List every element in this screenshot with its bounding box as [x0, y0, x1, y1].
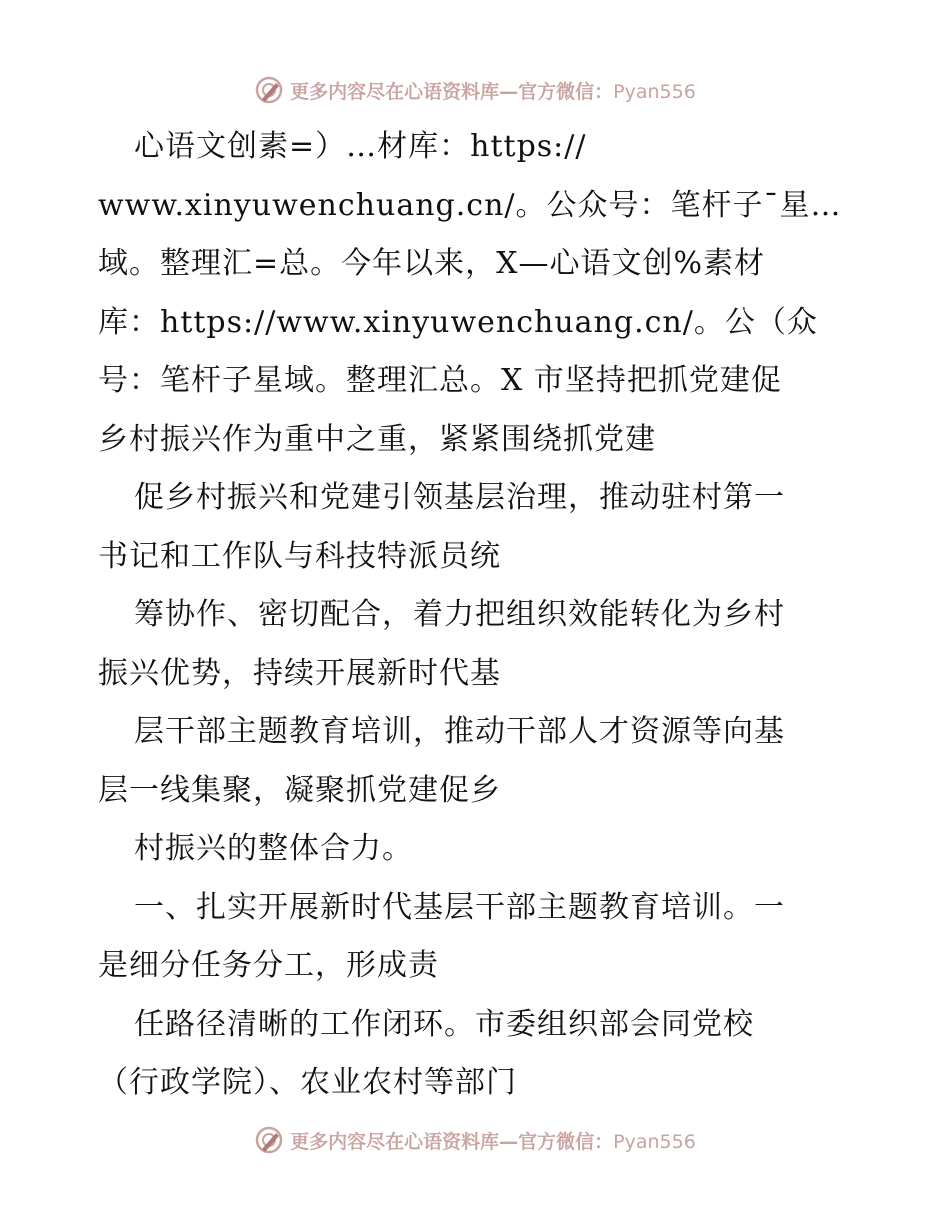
text-line: 振兴优势，持续开展新时代基: [98, 655, 501, 691]
text-line: （行政学院）、农业农村等部门: [98, 1065, 517, 1100]
text-line: 号：笔杆子星域。整理汇总。X 市坚持把抓党建促: [98, 363, 782, 398]
text-line: 乡村振兴作为重中之重，紧紧围绕抓党建: [98, 421, 656, 457]
text-line: 库：https://www.xinyuwenchuang.cn/。公（众: [98, 304, 818, 340]
text-line: 域。整理汇=总。今年以来，X—心语文创%素材: [98, 246, 765, 281]
text-line: 层一线集聚，凝聚抓党建促乡: [98, 772, 501, 808]
text-line: 筹协作、密切配合，着力把组织效能转化为乡村: [134, 597, 785, 632]
text-line: 层干部主题教育培训，推动干部人才资源等向基: [134, 714, 785, 749]
watermark-text: 更多内容尽在心语资料库—官方微信：Pyan556: [290, 1130, 696, 1153]
watermark-text: 更多内容尽在心语资料库—官方微信：Pyan556: [290, 80, 696, 103]
text-line: 任路径清晰的工作闭环。市委组织部会同党校: [134, 1006, 754, 1042]
brush-logo-icon: [254, 1125, 284, 1155]
text-line: 促乡村振兴和党建引领基层治理，推动驻村第一: [134, 480, 785, 515]
text-line: www.xinyuwenchuang.cn/。公众号：笔杆子¯星…: [98, 187, 842, 223]
header-watermark: [0, 70, 950, 110]
text-line: 村振兴的整体合力。: [134, 831, 413, 866]
document-body: [98, 118, 858, 1113]
text-line: 书记和工作队与科技特派员统: [98, 538, 501, 574]
text-line: 是细分任务分工，形成责: [98, 948, 439, 983]
text-line: 一、扎实开展新时代基层干部主题教育培训。一: [134, 889, 785, 925]
text-line: 心语文创素=）…材库：https://: [134, 129, 587, 164]
footer-watermark: [0, 1120, 950, 1160]
brush-logo-icon: [254, 75, 284, 105]
